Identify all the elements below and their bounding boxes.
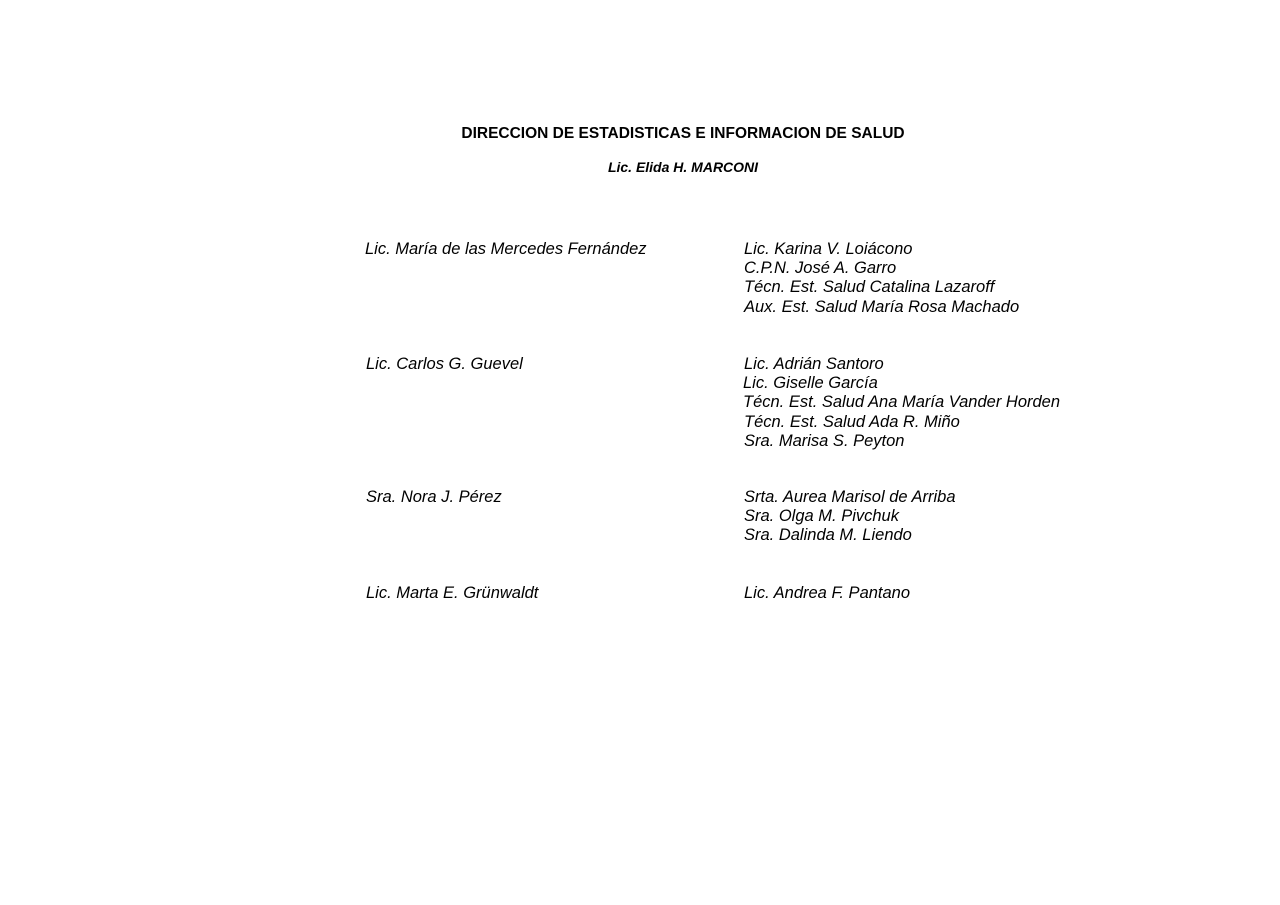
group-lead: Sra. Nora J. Pérez [366,488,502,506]
group-lead: Lic. María de las Mercedes Fernández [365,240,647,258]
member-name: Sra. Dalinda M. Liendo [744,526,912,545]
group-lead: Lic. Carlos G. Guevel [366,355,523,373]
group-members [744,355,1060,451]
member-name: Técn. Est. Salud Catalina Lazaroff [744,278,995,297]
director-name: Lic. Elida H. MARCONI [607,159,759,175]
member-name: Lic. Andrea F. Pantano [744,584,911,602]
group-members [744,240,1019,317]
group-members [744,584,910,603]
member-name: Técn. Est. Salud Ana María Vander Horden [743,393,1061,412]
member-name: C.P.N. José A. Garro [744,259,897,278]
member-name: Sra. Olga M. Pivchuk [744,507,899,526]
group-lead: Lic. Marta E. Grünwaldt [366,584,539,602]
member-name: Lic. Giselle García [743,374,878,393]
member-name: Aux. Est. Salud María Rosa Machado [744,297,1020,316]
member-name: Sra. Marisa S. Peyton [744,431,905,450]
page-title: DIRECCION DE ESTADISTICAS E INFORMACION DE SALUD [461,125,905,142]
member-name: Lic. Adrián Santoro [744,355,884,373]
member-name: Lic. Karina V. Loiácono [744,240,913,258]
member-name: Srta. Aurea Marisol de Arriba [744,488,956,506]
member-name: Técn. Est. Salud Ada R. Miño [744,412,960,431]
group-members [744,488,956,546]
